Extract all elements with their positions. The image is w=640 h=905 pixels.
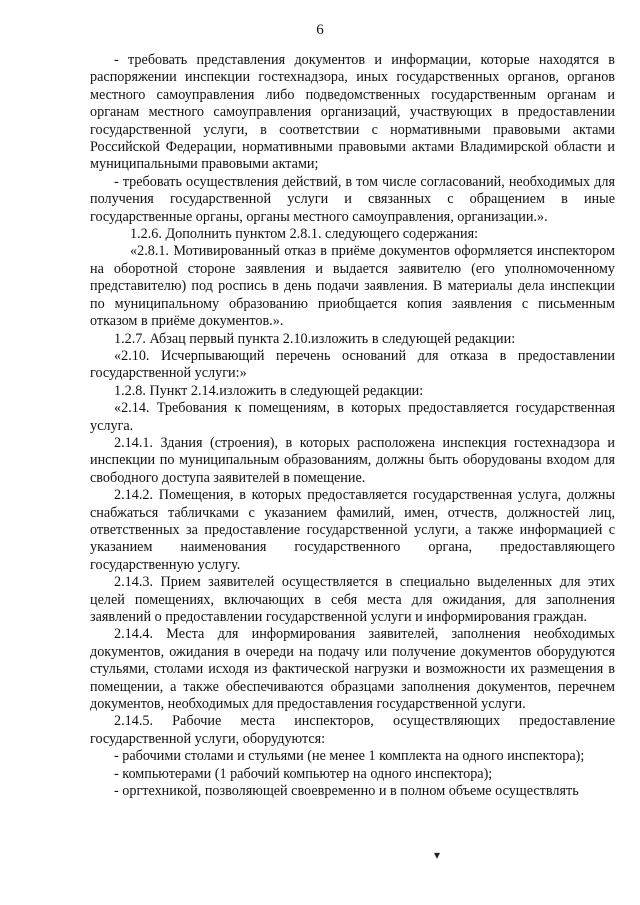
- paragraph: 2.14.2. Помещения, в которых предоставляется государственная услуга, должны снабжаться табличками с указанием фамилий, имен, отчеств, должностей лиц, ответственных за предоставление государственной услуги, а также информацией с указанием наименования государственного органа, предоставляющего государственную услугу.: [90, 487, 615, 573]
- paragraph: 2.14.5. Рабочие места инспекторов, осуществляющих предоставление государственной услуги, оборудуются:: [90, 713, 615, 747]
- paragraph: - рабочими столами и стульями (не менее 1 комплекта на одного инспектора);: [114, 748, 585, 765]
- scan-mark: ▾: [434, 848, 441, 862]
- paragraph: - требовать представления документов и информации, которые находятся в распоряжении инспекции гостехнадзора, иных государственных органов, органов местного самоуправления либо подведомственных государственным органам и органам местного самоуправления организаций, участвующих в предоставлении государственной услуги, в соответствии с нормативными правовыми актами Российской Федерации, нормативными правовыми актами Владимирской области и муниципальными правовыми актами;: [90, 52, 615, 173]
- paragraph: 2.14.4. Места для информирования заявителей, заполнения необходимых документов, ожидания в очереди на подачу или получение документов оборудуются стульями, столами исходя из фактической нагрузки и возможности их размещения в помещении, а также обеспечиваются образцами заполнения документов, перечнем документов, необходимых для предоставления государственной услуги.: [90, 626, 615, 713]
- paragraph: «2.8.1. Мотивированный отказ в приёме документов оформляется инспектором на оборотной стороне заявления и выдается заявителю (его уполномоченному представителю) под роспись в день подачи заявления. В материалы дела инспекции по муниципальному образованию приобщается копия заявления с письменным отказом в приёме документов.».: [90, 243, 615, 330]
- page-number: 6: [316, 22, 324, 38]
- paragraph: 2.14.3. Прием заявителей осуществляется в специально выделенных для этих целей помещениях, включающих в себя места для ожидания, для заполнения заявлений о предоставлении государственной услуги и информирования граждан.: [90, 574, 615, 625]
- paragraph: «2.10. Исчерпывающий перечень оснований для отказа в предоставлении государственной услуги:»: [90, 347, 615, 382]
- paragraph: 2.14.1. Здания (строения), в которых расположена инспекция гостехнадзора и инспекции по муниципальным образованиям, должны быть оборудованы входом для свободного доступа заявителей в помещение.: [90, 434, 615, 486]
- paragraph: 1.2.8. Пункт 2.14.изложить в следующей редакции:: [114, 382, 424, 399]
- document-body: [90, 52, 615, 800]
- paragraph: «2.14. Требования к помещениям, в которых предоставляется государственная услуга.: [90, 400, 615, 434]
- paragraph: - требовать осуществления действий, в том числе согласований, необходимых для получения государственной услуги и связанных с обращением в иные государственные органы, органы местного самоуправления, организации.».: [90, 173, 615, 225]
- paragraph: 1.2.6. Дополнить пунктом 2.8.1. следующего содержания:: [130, 226, 479, 243]
- paragraph: - оргтехникой, позволяющей своевременно и в полном объеме осуществлять: [114, 783, 579, 800]
- paragraph: 1.2.7. Абзац первый пункта 2.10.изложить в следующей редакции:: [114, 330, 516, 347]
- paragraph: - компьютерами (1 рабочий компьютер на одного инспектора);: [114, 765, 493, 782]
